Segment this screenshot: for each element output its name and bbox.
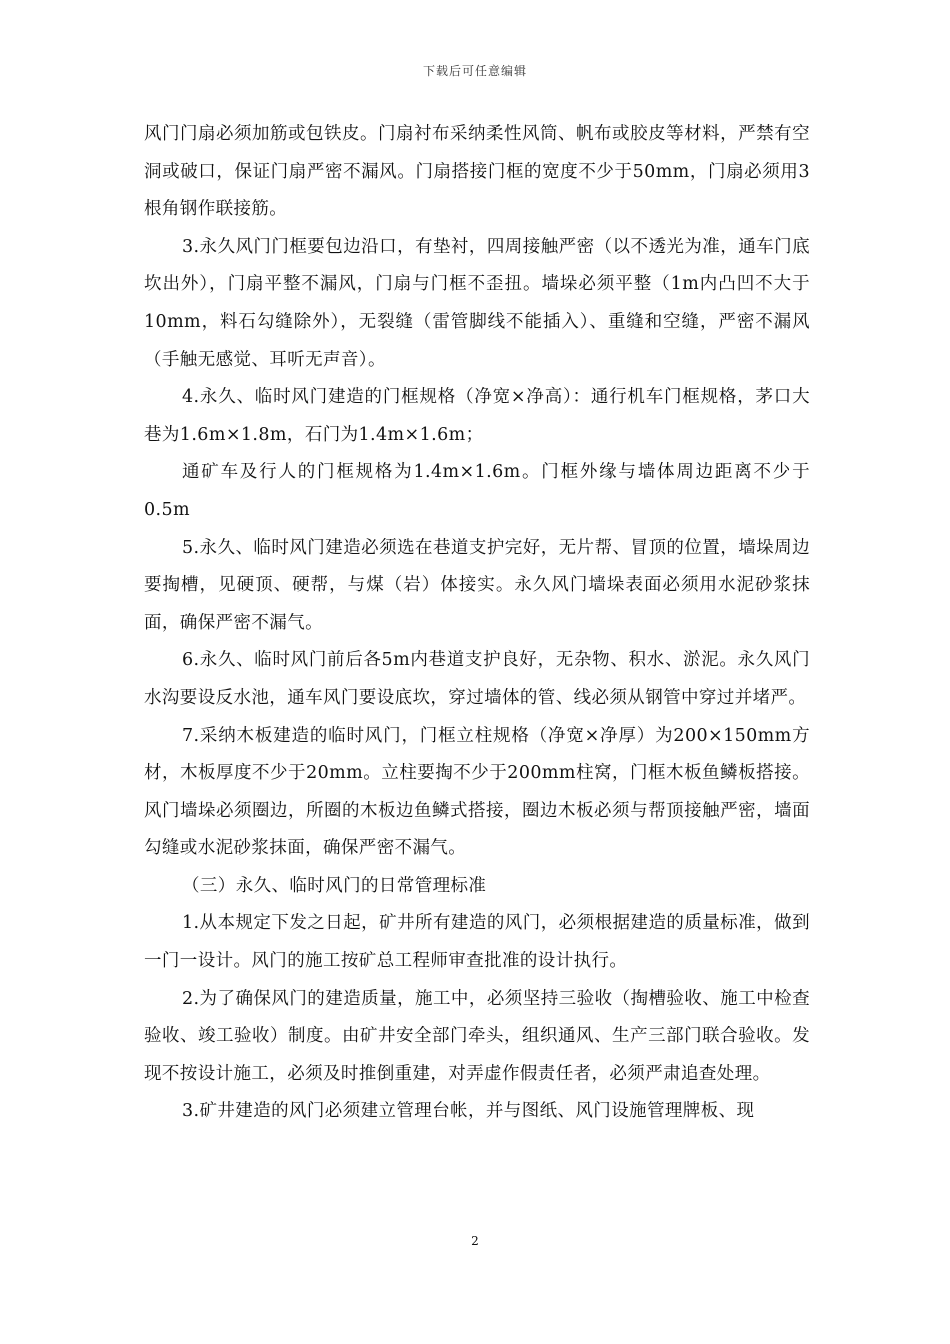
body-paragraph: 2.为了确保风门的建造质量，施工中，必须坚持三验收（掏槽验收、施工中检查验收、竣工验收）制度。由矿井安全部门牵头，组织通风、生产三部门联合验收。发现不按设计施工，必须及时推倒重建，对弄虚作假责任者，必须严肃追查处理。 xyxy=(144,988,810,1084)
body-paragraph: 3.永久风门门框要包边沿口，有垫衬，四周接触严密（以不透光为准，通车门底坎出外），门扇平整不漏风，门扇与门框不歪扭。墙垛必须平整（1m内凸凹不大于10mm，料石勾缝除外），无裂缝（雷管脚线不能插入）、重缝和空缝，严密不漏风（手触无感觉、耳听无声音）。 xyxy=(144,236,810,370)
body-paragraph: 6.永久、临时风门前后各5m内巷道支护良好，无杂物、积水、淤泥。永久风门水沟要设反水池，通车风门要设底坎，穿过墙体的管、线必须从钢管中穿过并堵严。 xyxy=(144,650,810,708)
body-paragraph: 3.矿井建造的风门必须建立管理台帐，并与图纸、风门设施管理牌板、现 xyxy=(182,1101,755,1122)
page-header-note: 下载后可任意编辑 xyxy=(422,64,527,78)
body-paragraph: 风门门扇必须加筋或包铁皮。门扇衬布采纳柔性风筒、帆布或胶皮等材料，严禁有空洞或破口，保证门扇严密不漏风。门扇搭接门框的宽度不少于50mm，门扇必须用3根角钢作联接筋。 xyxy=(144,124,810,220)
body-paragraph: 5.永久、临时风门建造必须选在巷道支护完好，无片帮、冒顶的位置，墙垛周边要掏槽，见硬顶、硬帮，与煤（岩）体接实。永久风门墙垛表面必须用水泥砂浆抹面，确保严密不漏气。 xyxy=(144,537,810,633)
section-heading: （三）永久、临时风门的日常管理标准 xyxy=(182,875,487,896)
body-paragraph: 1.从本规定下发之日起，矿井所有建造的风门，必须根据建造的质量标准，做到一门一设计。风门的施工按矿总工程师审查批准的设计执行。 xyxy=(144,913,810,972)
document-body xyxy=(144,116,810,1131)
page-number: 2 xyxy=(471,1234,479,1248)
body-paragraph: 通矿车及行人的门框规格为1.4m×1.6m。门框外缘与墙体周边距离不少于0.5m xyxy=(144,462,810,520)
body-paragraph: 4.永久、临时风门建造的门框规格（净宽×净高）：通行机车门框规格，茅口大巷为1.6m×1.8m，石门为1.4m×1.6m； xyxy=(144,387,810,445)
body-paragraph: 7.采纳木板建造的临时风门，门框立柱规格（净宽×净厚）为200×150mm方材，木板厚度不少于20mm。立柱要掏不少于200mm柱窝，门框木板鱼鳞板搭接。风门墙垛必须圈边，所圈的木板边鱼鳞式搭接，圈边木板必须与帮顶接触严密，墙面勾缝或水泥砂浆抹面，确保严密不漏气。 xyxy=(144,725,810,859)
